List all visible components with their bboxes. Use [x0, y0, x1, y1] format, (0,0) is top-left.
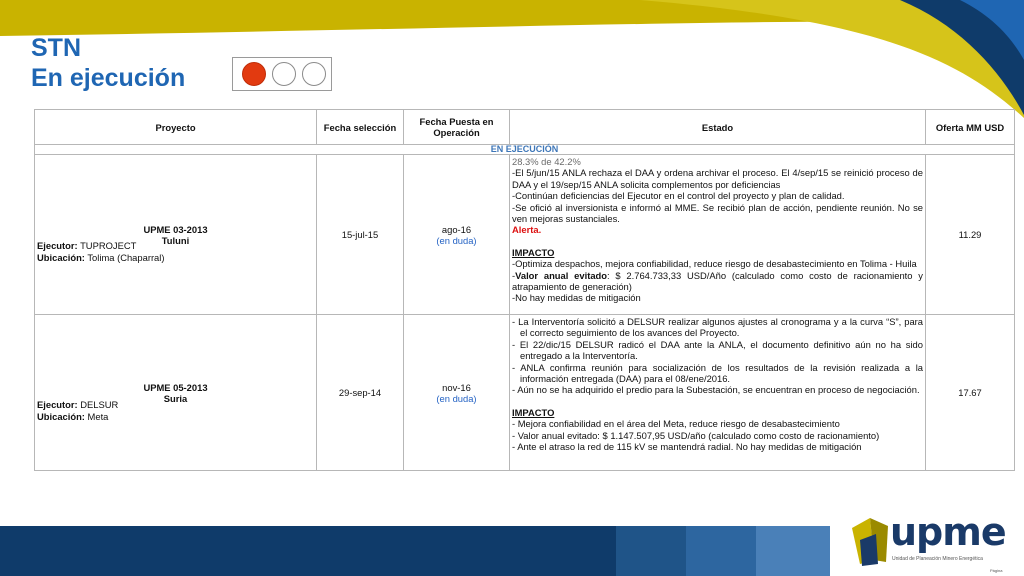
- column-header-oferta: Oferta MM USD: [926, 110, 1015, 145]
- oferta-cell: 11.29: [926, 155, 1015, 315]
- empty-light-icon: [302, 62, 326, 86]
- table-header-row: [35, 110, 1015, 145]
- estado-item: -El 5/jun/15 ANLA rechaza el DAA y ordena archivar el proceso. El 4/sep/15 se reinició proceso de DAA y el 19/sep/15 ANLA solicita complementos por deficiencias: [512, 167, 923, 190]
- estado-cell: [510, 315, 926, 471]
- empty-light-icon: [272, 62, 296, 86]
- header-swoosh: [0, 0, 1024, 120]
- executor-value: DELSUR: [80, 399, 119, 410]
- location-value: Meta: [87, 411, 109, 422]
- page-title-line2: En ejecución: [31, 64, 186, 92]
- estado-item: -Se ofició al inversionista e informó al MME. Se recibió plan de acción, pendiente reunión. No se ven mejoras sustanciales.: [512, 201, 923, 225]
- brand-name: upme: [890, 510, 1006, 554]
- project-location: [37, 411, 108, 422]
- project-executor: [37, 240, 136, 251]
- fecha-operacion-cell: [404, 155, 510, 315]
- estado-item: -Continúan deficiencias del Ejecutor en el control del proyecto y plan de calidad.: [512, 190, 845, 202]
- section-label: EN EJECUCIÓN: [35, 145, 1015, 155]
- fecha-operacion-note: (en duda): [436, 234, 477, 246]
- projects-table: [34, 109, 1015, 471]
- fecha-seleccion-cell: 29-sep-14: [317, 315, 404, 471]
- column-header-fecha-seleccion: Fecha selección: [317, 110, 404, 145]
- footer-block: [686, 526, 756, 576]
- fecha-operacion-cell: [404, 315, 510, 471]
- project-cell: [35, 155, 317, 315]
- executor-label: Ejecutor:: [37, 399, 78, 410]
- project-executor: [37, 399, 118, 410]
- estado-item: - Aún no se ha adquirido el predio para la Subestación, se encuentran en proceso de negociación.: [512, 384, 920, 396]
- brand-small: Página: [990, 568, 1003, 573]
- red-light-icon: [242, 62, 266, 86]
- location-label: Ubicación:: [37, 411, 85, 422]
- project-name: Tuluni: [161, 234, 190, 246]
- project-name: Suria: [163, 392, 188, 404]
- impact-item: - Ante el atraso la red de 115 kV se mantendrá radial. No hay medidas de mitigación: [512, 441, 862, 453]
- table-row: [35, 155, 1015, 315]
- fecha-operacion-value: ago-16: [441, 223, 472, 235]
- location-label: Ubicación:: [37, 252, 85, 263]
- impact-prefix: -: [512, 269, 516, 281]
- project-code: UPME 03-2013: [143, 223, 208, 235]
- impact-item: - Valor anual evitado: $ 1.147.507,95 USD/año (calculado como costo de racionamiento): [512, 429, 880, 441]
- brand-tagline: Unidad de Planeación Minero Energética: [892, 556, 983, 562]
- executor-value: TUPROJECT: [80, 240, 137, 251]
- estado-item: - ANLA confirma reunión para socialización de los resultados de la revisión realizada a la información entregada (DAA) para el 08/ene/2016.: [512, 361, 923, 385]
- executor-label: Ejecutor:: [37, 240, 78, 251]
- impact-title: IMPACTO: [512, 406, 555, 418]
- estado-cell: [510, 155, 926, 315]
- estado-item: - El 22/dic/15 DELSUR radicó el DAA ante la ANLA, el documento definitivo aún no ha sido entregado a la Interventoría.: [512, 338, 923, 362]
- footer-block: [616, 526, 686, 576]
- fecha-seleccion-cell: 15-jul-15: [317, 155, 404, 315]
- traffic-light-indicator: [232, 57, 332, 91]
- impact-item: -No hay medidas de mitigación: [512, 292, 641, 304]
- impact-title: IMPACTO: [512, 246, 555, 258]
- column-header-proyecto: Proyecto: [35, 110, 317, 145]
- estado-progress: 28.3% de 42.2%: [512, 156, 581, 167]
- oferta-cell: 17.67: [926, 315, 1015, 471]
- page-title-line1: STN: [31, 34, 81, 62]
- column-header-fecha-operacion: Fecha Puesta en Operación: [404, 110, 510, 145]
- project-location: [37, 252, 164, 263]
- impact-item-value: [512, 270, 923, 293]
- fecha-operacion-value: nov-16: [442, 381, 471, 393]
- fecha-operacion-note: (en duda): [436, 392, 477, 404]
- project-code: UPME 05-2013: [143, 381, 208, 393]
- impact-bold: Valor anual evitado: [515, 269, 607, 281]
- project-cell: [35, 315, 317, 471]
- section-row: [35, 145, 1015, 155]
- table-row: [35, 315, 1015, 471]
- impact-item: -Optimiza despachos, mejora confiabilidad, reduce riesgo de desabastecimiento en Tolima - Huila: [512, 258, 917, 270]
- footer-block: [756, 526, 830, 576]
- impact-rest: : $ 2.764.733,33 USD/Año (calculado como costo de racionamiento y atrapamiento de generación): [512, 269, 923, 293]
- estado-alert: Alerta.: [512, 224, 542, 236]
- column-header-estado: Estado: [510, 110, 926, 145]
- location-value: Tolima (Chaparral): [87, 252, 165, 263]
- impact-item: - Mejora confiabilidad en el área del Meta, reduce riesgo de desabastecimiento: [512, 418, 840, 430]
- estado-item: - La Interventoría solicitó a DELSUR realizar algunos ajustes al cronograma y a la curva “S”, para el correcto seguimiento de los avances del Proyecto.: [512, 316, 923, 339]
